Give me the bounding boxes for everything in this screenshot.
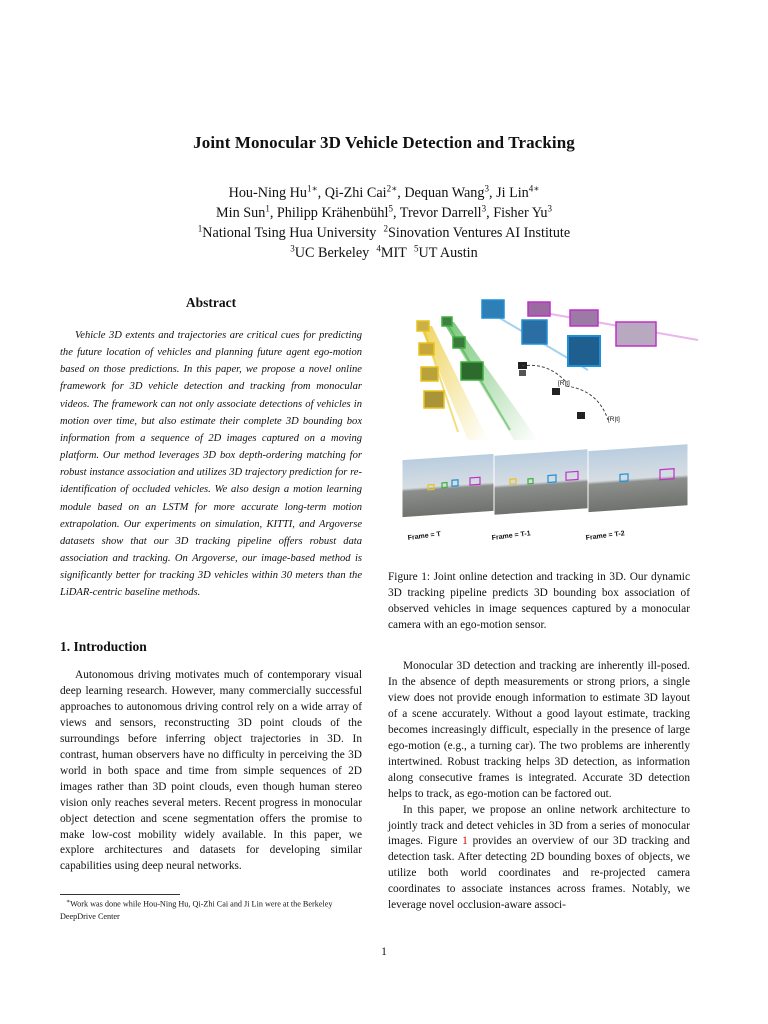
affiliation-name: Sinovation Ventures AI Institute bbox=[387, 225, 571, 241]
right-paragraph-2-start: In this paper, we propose an online network architecture to jointly track and detect vehicles in 3D from a series of monocular images. Figure bbox=[388, 803, 690, 848]
affiliation-name: UT Austin bbox=[418, 245, 478, 261]
affiliation-sup: 4 bbox=[376, 243, 381, 254]
affiliation-name: MIT bbox=[380, 245, 407, 261]
frame-t-1 bbox=[494, 449, 588, 516]
figure-1-reference-link[interactable]: 1 bbox=[462, 835, 468, 848]
right-paragraph-2 bbox=[388, 803, 690, 915]
paper-title: Joint Monocular 3D Vehicle Detection and Tracking bbox=[193, 133, 575, 152]
author-name: Dequan Wang bbox=[404, 185, 485, 201]
pose-label-2: [R|t] bbox=[608, 416, 620, 423]
page-number: 1 bbox=[381, 946, 387, 958]
frame-t bbox=[402, 453, 494, 517]
author-name: Ji Lin bbox=[496, 185, 529, 201]
affiliation-sup: 1 bbox=[197, 223, 203, 234]
author-sup: 3 bbox=[547, 203, 552, 214]
author-line-1: Hou-Ning $Hu^{1∗}$, Qi-Zhi Cai$^{2∗}$, Dequan Wang$^3$, Ji Lin$^{4∗}$ bbox=[228, 183, 540, 201]
footnote-text: Work was done while Hou-Ning Hu, Qi-Zhi Cai and Ji Lin were at the Berkeley DeepDrive Center bbox=[60, 899, 333, 921]
footnote-mark: ∗ bbox=[66, 899, 71, 905]
figure-1-illustration bbox=[398, 290, 706, 550]
author-sup: 4∗ bbox=[528, 183, 540, 194]
pose-label-1: [R|t] bbox=[558, 380, 570, 387]
author-name: Hou-Ning Hu bbox=[228, 185, 307, 201]
author-block bbox=[0, 183, 768, 263]
author-sup: 3 bbox=[481, 203, 487, 214]
affiliation-name: UC Berkeley bbox=[294, 245, 370, 261]
frame-label-t-1: Frame = T-1 bbox=[491, 530, 532, 542]
magenta-track bbox=[528, 302, 698, 346]
figure-1-caption: Figure 1: Joint online detection and tracking in 3D. Our dynamic 3D tracking pipeline predicts 3D bounding box association of observed vehicles in image sequences captured by a monocular camera with an ego-motion sensor. bbox=[388, 571, 690, 631]
author-sup: 2∗ bbox=[386, 183, 398, 194]
author-name: Min Sun bbox=[216, 205, 266, 221]
author-sup: 5 bbox=[388, 203, 393, 214]
affiliation-line-1 bbox=[0, 223, 768, 243]
figure-1 bbox=[398, 290, 706, 550]
footnote-rule bbox=[60, 894, 180, 895]
frame-label-t-2: Frame = T-2 bbox=[585, 530, 626, 542]
affiliation-sup: 5 bbox=[413, 243, 419, 254]
frame-t-2 bbox=[588, 444, 688, 513]
author-name: Qi-Zhi Cai bbox=[324, 185, 387, 201]
right-paragraph-2-end: provides an overview of our 3D tracking and detection task. After detecting 2D bounding boxes of objects, we utilize both world coordinates and re-projected camera coordinates to associate instances across frames. Notably, we leverage novel occlusion-aware associ- bbox=[388, 835, 690, 912]
author-name: Fisher Yu bbox=[493, 205, 548, 221]
right-paragraph-1: Monocular 3D detection and tracking are inherently ill-posed. In the absence of depth measurements or strong priors, a single view does not provide enough information to estimate 3D layout of a scene accurately. Without a good layout estimate, tracking becomes increasingly difficult, especially in the presence of large ego-motion (e.g., a turning car). The two problems are inherently intertwined. Robust tracking helps 3D detection, as information along consecutive frames is integrated. Accurate 3D detection helps to track, as ego-motion can be factored out. bbox=[388, 660, 690, 800]
author-sup: 1∗ bbox=[307, 183, 318, 194]
author-sup: 3 bbox=[484, 183, 489, 194]
abstract-text: Vehicle 3D extents and trajectories are critical cues for predicting the future location of vehicles and planning future agent ego-motion based on those predictions. In this paper, we propose a novel online framework for 3D vehicle detection and tracking from monocular videos. The framework can not only associate detections of vehicles in motion over time, but also estimate their complete 3D bounding box information from a sequence of 2D images captured on a moving platform. Our method leverages 3D box depth-ordering matching for robust instance association and utilizes 3D trajectory prediction for re-identification of occluded vehicles. We also design a motion learning module based on an LSTM for more accurate long-term motion extrapolation. Our experiments on simulation, KITTI, and Argoverse datasets show that our 3D tracking pipeline offers robust data association and tracking. On Argoverse, our image-based method is significantly better for tracking 3D vehicles within 30 meters than the LiDAR-centric baseline methods. bbox=[60, 330, 362, 599]
affiliation-sup: 3 bbox=[290, 243, 295, 254]
affiliation-name: National Tsing Hua University bbox=[202, 225, 377, 241]
author-name: Trevor Darrell bbox=[399, 205, 482, 221]
abstract-heading: Abstract bbox=[185, 295, 237, 310]
ego-motion-cameras bbox=[518, 362, 608, 420]
author-name: Philipp Krähenbühl bbox=[276, 205, 389, 221]
introduction-paragraph: Autonomous driving motivates much of contemporary visual deep learning research. However, many commercially successful approaches to autonomous driving control rely on a wide array of views and sensors, reconstructing 3D point clouds of the surroundings before inferring object trajectories in 3D. In contrast, human observers have no difficulty in perceiving the 3D world in both space and time from simple sequences of 2D images rather than 3D point clouds, even though human stereo vision only reaches several meters. Recent progress in monocular object detection and scene segmentation offers the promise to make low-cost mobility widely available. In this paper, we explore architectures and datasets for developing similar capabilities using deep neural networks. bbox=[60, 669, 362, 873]
affiliation-sup: 2 bbox=[383, 223, 388, 234]
section-heading-introduction: 1. Introduction bbox=[60, 639, 147, 654]
author-line-2: Min Sun$^1$, Philipp Krähenbühl$^5$, Trevor Darrell$^3$, Fisher Yu$^3$ bbox=[216, 203, 552, 221]
author-sup: 1 bbox=[265, 203, 270, 214]
footnote bbox=[60, 896, 365, 923]
right-column-text bbox=[388, 659, 690, 914]
affiliation-line-2 bbox=[0, 243, 768, 263]
frame-label-t: Frame = T bbox=[407, 530, 442, 542]
